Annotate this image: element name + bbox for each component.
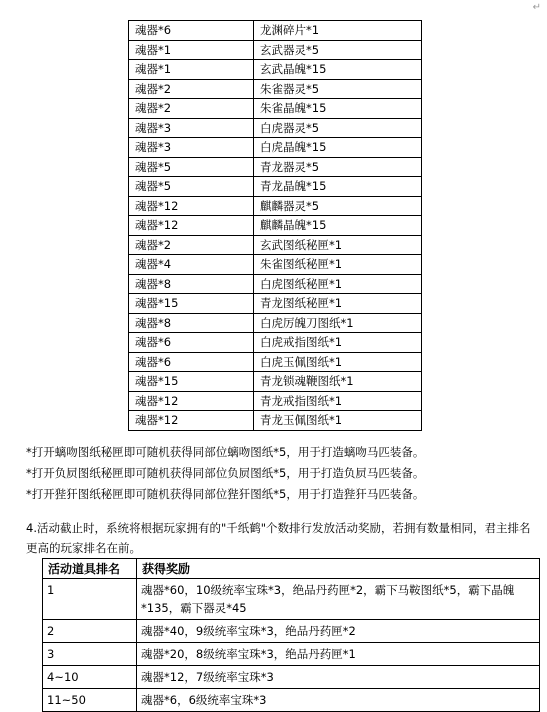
header-rank: 活动道具排名 xyxy=(43,559,137,579)
item-cell: 青龙戒指图纸*1 xyxy=(254,391,422,411)
cost-cell: 魂器*5 xyxy=(129,177,254,197)
table-row xyxy=(129,294,422,314)
cost-cell: 魂器*12 xyxy=(129,391,254,411)
table-row xyxy=(129,60,422,80)
item-cell: 朱雀晶魄*15 xyxy=(254,99,422,119)
table-row xyxy=(129,255,422,275)
table-row xyxy=(129,333,422,353)
item-cell: 麒麟晶魄*15 xyxy=(254,216,422,236)
cost-cell: 魂器*6 xyxy=(129,21,254,41)
table-row xyxy=(129,138,422,158)
item-cell: 朱雀图纸秘匣*1 xyxy=(254,255,422,275)
cost-cell: 魂器*2 xyxy=(129,79,254,99)
table-row xyxy=(129,40,422,60)
table-row xyxy=(43,689,540,712)
table-header-row xyxy=(43,559,540,579)
rank-cell: 1 xyxy=(43,579,137,620)
table-row xyxy=(129,411,422,431)
item-cell: 白虎器灵*5 xyxy=(254,118,422,138)
item-cell: 青龙器灵*5 xyxy=(254,157,422,177)
table-row xyxy=(129,274,422,294)
table-row xyxy=(129,372,422,392)
ranking-rule-paragraph: 4.活动截止时，系统将根据玩家拥有的"千纸鹤"个数排行发放活动奖励，若拥有数量相同，君主排名更高的玩家排名在前。 xyxy=(26,521,531,555)
table-row xyxy=(129,99,422,119)
cost-cell: 魂器*2 xyxy=(129,99,254,119)
rank-cell: 3 xyxy=(43,643,137,666)
table-row xyxy=(43,579,540,620)
cost-cell: 魂器*2 xyxy=(129,235,254,255)
item-cell: 玄武器灵*5 xyxy=(254,40,422,60)
note-bian: *打开狴犴图纸秘匣即可随机获得同部位狴犴图纸*5，用于打造狴犴马匹装备。 xyxy=(26,487,425,501)
table-row xyxy=(129,196,422,216)
exchange-table-body xyxy=(129,21,422,431)
table-row xyxy=(129,352,422,372)
table-row xyxy=(129,216,422,236)
cost-cell: 魂器*6 xyxy=(129,352,254,372)
table-row xyxy=(43,620,540,643)
reward-cell: 魂器*6，6级统率宝珠*3 xyxy=(137,689,540,712)
item-cell: 玄武晶魄*15 xyxy=(254,60,422,80)
header-reward: 获得奖励 xyxy=(137,559,540,579)
rank-cell: 11~50 xyxy=(43,689,137,712)
table-row xyxy=(129,177,422,197)
cost-cell: 魂器*5 xyxy=(129,157,254,177)
cost-cell: 魂器*15 xyxy=(129,294,254,314)
note-fuxi: *打开负屃图纸秘匣即可随机获得同部位负屃图纸*5，用于打造负屃马匹装备。 xyxy=(26,466,425,480)
cost-cell: 魂器*1 xyxy=(129,40,254,60)
cost-cell: 魂器*15 xyxy=(129,372,254,392)
table-row xyxy=(43,666,540,689)
item-cell: 白虎戒指图纸*1 xyxy=(254,333,422,353)
table-row xyxy=(129,157,422,177)
table-row xyxy=(129,313,422,333)
item-cell: 白虎晶魄*15 xyxy=(254,138,422,158)
table-row xyxy=(129,21,422,41)
item-cell: 青龙锁魂鞭图纸*1 xyxy=(254,372,422,392)
cost-cell: 魂器*12 xyxy=(129,411,254,431)
rank-cell: 2 xyxy=(43,620,137,643)
cost-cell: 魂器*4 xyxy=(129,255,254,275)
cost-cell: 魂器*6 xyxy=(129,333,254,353)
item-cell: 青龙晶魄*15 xyxy=(254,177,422,197)
item-cell: 龙渊碎片*1 xyxy=(254,21,422,41)
item-cell: 白虎玉佩图纸*1 xyxy=(254,352,422,372)
exchange-table xyxy=(128,20,422,431)
cost-cell: 魂器*12 xyxy=(129,196,254,216)
reward-cell: 魂器*60，10级统率宝珠*3，绝品丹药匣*2，霸下马鞍图纸*5，霸下晶魄*135，霸下器灵*45 xyxy=(137,579,540,620)
reward-cell: 魂器*12，7级统率宝珠*3 xyxy=(137,666,540,689)
rank-cell: 4~10 xyxy=(43,666,137,689)
cost-cell: 魂器*8 xyxy=(129,274,254,294)
item-cell: 白虎图纸秘匣*1 xyxy=(254,274,422,294)
item-cell: 青龙图纸秘匣*1 xyxy=(254,294,422,314)
note-chiwen: *打开螭吻图纸秘匣即可随机获得同部位螭吻图纸*5，用于打造螭吻马匹装备。 xyxy=(26,445,425,459)
ranking-reward-table-body xyxy=(43,579,540,712)
table-row xyxy=(129,391,422,411)
cost-cell: 魂器*3 xyxy=(129,118,254,138)
cost-cell: 魂器*1 xyxy=(129,60,254,80)
table-row xyxy=(43,643,540,666)
item-cell: 玄武图纸秘匣*1 xyxy=(254,235,422,255)
reward-cell: 魂器*40，9级统率宝珠*3，绝品丹药匣*2 xyxy=(137,620,540,643)
cost-cell: 魂器*12 xyxy=(129,216,254,236)
item-cell: 青龙玉佩图纸*1 xyxy=(254,411,422,431)
table-row xyxy=(129,118,422,138)
cost-cell: 魂器*8 xyxy=(129,313,254,333)
table-row xyxy=(129,235,422,255)
item-cell: 朱雀器灵*5 xyxy=(254,79,422,99)
reward-cell: 魂器*20，8级统率宝珠*3，绝品丹药匣*1 xyxy=(137,643,540,666)
item-cell: 麒麟器灵*5 xyxy=(254,196,422,216)
table-row xyxy=(129,79,422,99)
ranking-reward-table xyxy=(42,558,540,712)
item-cell: 白虎厉魄刀图纸*1 xyxy=(254,313,422,333)
paragraph-mark: ↵ xyxy=(532,2,541,13)
cost-cell: 魂器*3 xyxy=(129,138,254,158)
